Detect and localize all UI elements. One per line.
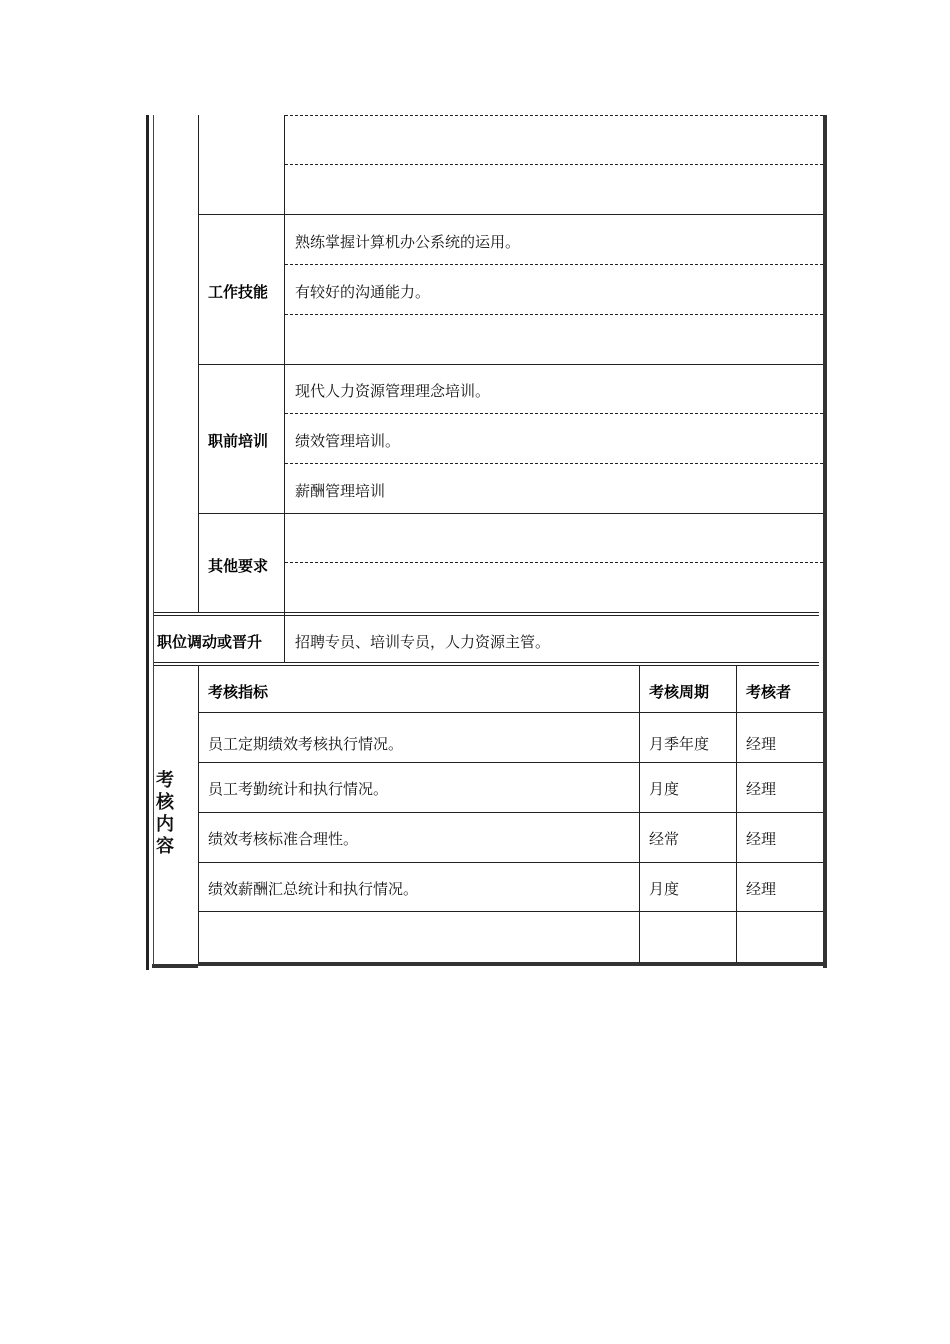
dashed-divider <box>285 463 823 464</box>
col-divider-2 <box>284 115 285 663</box>
outer-left-border <box>146 115 149 970</box>
row-divider <box>198 712 823 713</box>
table-row-assessor: 经理 <box>746 780 777 798</box>
other-requirements-label: 其他要求 <box>208 557 269 575</box>
table-row-assessor: 经理 <box>746 735 777 753</box>
table-row-assessor: 经理 <box>746 830 777 848</box>
outer-right-border <box>823 115 827 968</box>
dashed-divider <box>285 264 823 265</box>
outer-bottom-border <box>198 962 827 966</box>
header-period: 考核周期 <box>649 683 710 701</box>
row-divider <box>198 513 823 514</box>
table-row-period: 月度 <box>649 880 680 898</box>
header-indicator: 考核指标 <box>208 683 269 701</box>
dashed-divider <box>285 115 823 116</box>
assessment-col-divider <box>736 665 737 963</box>
row-divider <box>198 762 823 763</box>
training-label: 职前培训 <box>208 432 269 450</box>
table-row-period: 月季年度 <box>649 735 710 753</box>
table-row-period: 月度 <box>649 780 680 798</box>
skills-item-2: 有较好的沟通能力。 <box>295 283 431 301</box>
assessment-col-divider <box>639 665 640 963</box>
training-item-1: 现代人力资源管理理念培训。 <box>295 382 491 400</box>
table-row-indicator: 员工定期绩效考核执行情况。 <box>208 735 404 753</box>
header-assessor: 考核者 <box>746 683 792 701</box>
training-item-2: 绩效管理培训。 <box>295 432 401 450</box>
double-line-bottom <box>154 662 819 663</box>
dashed-divider <box>285 562 823 563</box>
row-divider <box>198 214 823 215</box>
double-line-top <box>154 612 819 613</box>
row-divider <box>198 911 823 912</box>
table-row-indicator: 绩效薪酬汇总统计和执行情况。 <box>208 880 419 898</box>
assessment-section-label: 考核内容 <box>156 770 174 857</box>
promotion-label: 职位调动或晋升 <box>157 633 263 651</box>
dashed-divider <box>285 164 823 165</box>
row-divider <box>198 812 823 813</box>
row-divider <box>198 364 823 365</box>
assessment-col-divider <box>198 665 199 963</box>
dashed-divider <box>285 314 823 315</box>
skills-label: 工作技能 <box>208 283 269 301</box>
promotion-value: 招聘专员、培训专员，人力资源主管。 <box>295 633 551 651</box>
double-line-bottom <box>154 665 819 666</box>
skills-item-1: 熟练掌握计算机办公系统的运用。 <box>295 233 521 251</box>
table-row-indicator: 员工考勤统计和执行情况。 <box>208 780 389 798</box>
table-row-indicator: 绩效考核标准合理性。 <box>208 830 359 848</box>
bottom-left-corner <box>152 964 198 968</box>
table-row-period: 经常 <box>649 830 680 848</box>
table-row-assessor: 经理 <box>746 880 777 898</box>
double-line-top <box>154 615 819 616</box>
training-item-3: 薪酬管理培训 <box>295 482 386 500</box>
row-divider <box>198 862 823 863</box>
dashed-divider <box>285 413 823 414</box>
